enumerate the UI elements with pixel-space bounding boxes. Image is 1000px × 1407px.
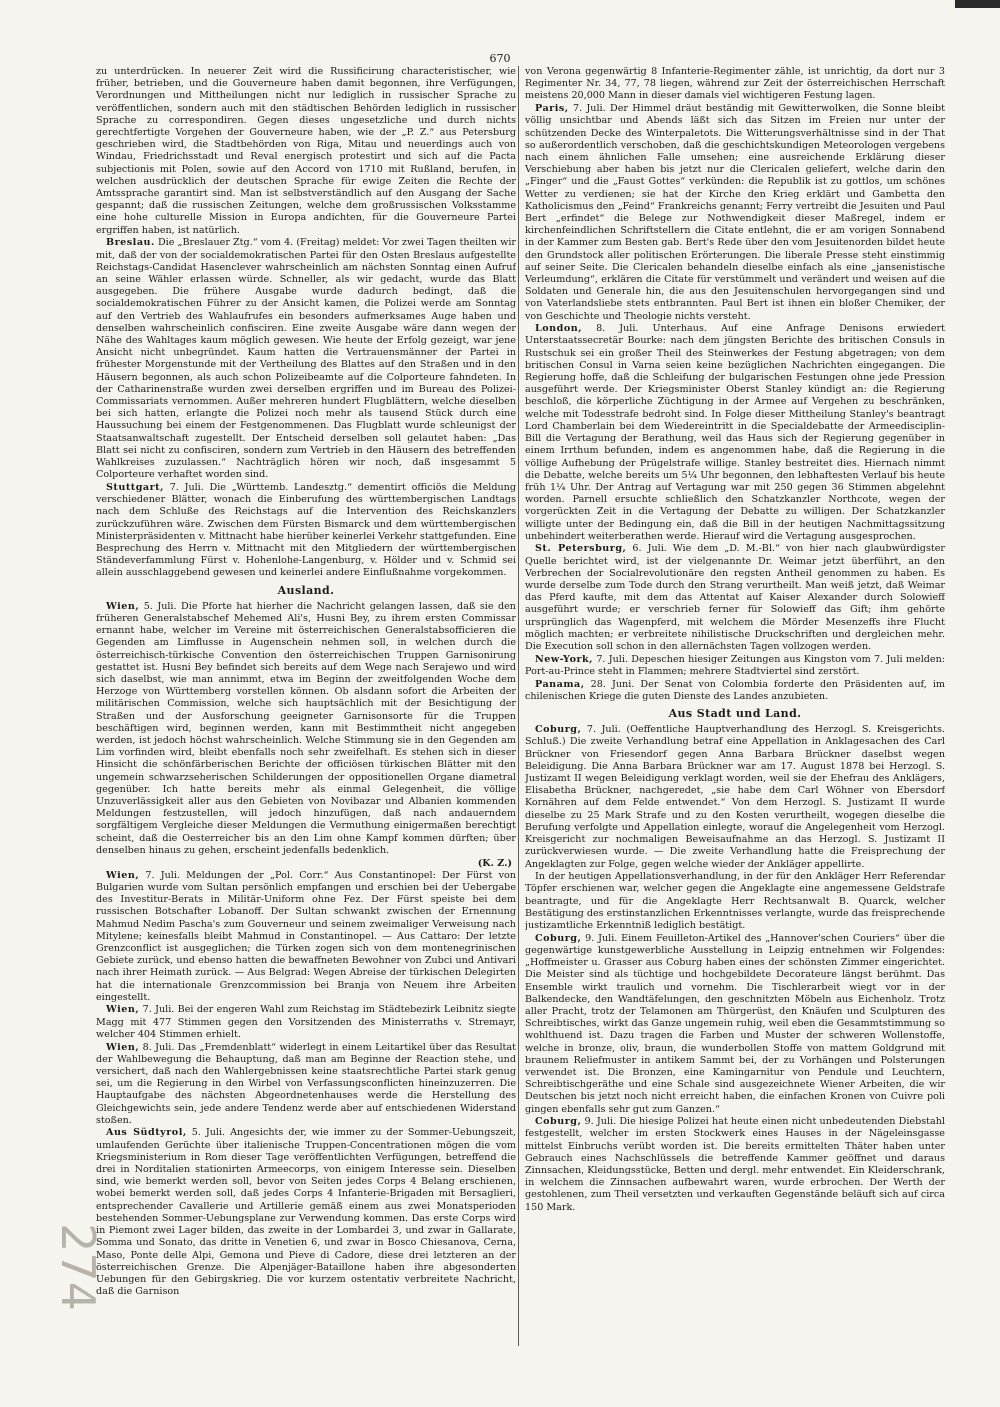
- dateline: Stuttgart,: [106, 481, 164, 493]
- article-coburg-2: [525, 933, 945, 1116]
- article-wien-1: [96, 601, 516, 857]
- article-text: 9. Juli. Die hiesige Polizei hat heute einen nicht unbedeutenden Diebstahl festgestellt, welcher im ersten Stockwerk eines Hauses in der Nägeleinsgasse mittelst Einbruchs verübt worden ist. Die bereits ermittelten Thäter haben unter Gebrauch eines Nachschlüssels die betreffende Kammer geöffnet und daraus Zinnsachen, Kleidungsstücke, Betten und dergl. mehr entwendet. Ein Kleiderschrank, in welchem die Zinnsachen aufbewahrt waren, wurde erbrochen. Der Werth der gestohlenen, zum Theil versetzten und verkauften Gegenstände beläuft sich auf circa 150 Mark.: [525, 1116, 945, 1213]
- article-text: 28. Juni. Der Senat von Colombia forderte den Präsidenten auf, im chilenischen Kriege die guten Dienste des Landes anzubieten.: [525, 678, 945, 702]
- dateline: New-York,: [535, 653, 594, 665]
- article-petersburg: [525, 543, 945, 653]
- dateline: Wien,: [106, 1041, 140, 1053]
- right-column: [525, 66, 945, 1306]
- article-text: 7. Juli. Bei der engeren Wahl zum Reichstag im Städtebezirk Leibnitz siegte Magg mit 477 Stimmen gegen den Vorsitzenden des Ministerraths v. Stremayr, welcher 404 Stimmen erhielt.: [96, 1004, 516, 1040]
- article-text: 7. Juli. Der Himmel dräut beständig mit Gewitterwolken, die Sonne bleibt völlig unsichtbar und Abends läßt sich das Sitzen im Freien nur unter der schützenden Decke des Winterpaletots. Die Witterungsverhältnisse sind in der That so außerordentlich verschoben, daß die geschichtskundigen Meteorologen vergebens nach einem ähnlichen Falle umsehen; eine ausreichende Erklärung dieser Verschiebung aber haben bis jetzt nur die Clericalen geliefert, welche darin den „Finger“ und die „Faust Gottes“ verkünden: die Republik ist zu gottlos, um schönes Wetter zu verdienen; sie hat der Kirche den Krieg erklärt und Gambetta den Katholicismus den „Feind“ Frankreichs genannt; Ferry vertreibt die Jesuiten und Paul Bert „erfindet“ die Belege zur Nothwendigkeit dieser Maßregel, indem er kirchenfeindlichen Schriftstellern die Citate entlehnt, die er am vorigen Sonnabend in der Kammer zum Besten gab. Bert's Rede über den vom Jesuitenorden bildet heute den Grundstock aller politischen Erörterungen. Die liberale Presse steht einstimmig auf seiner Seite. Die Clericalen behandeln dieselbe einfach als eine „jansenistische Verleumdung“, erklären die Citate für verstümmelt und verändert und weisen auf die Soldaten und Generale hin, die aus den Jesuitenschulen hervorgegangen sind und von Vaterlandsliebe stets entbrannten. Paul Bert ist ihnen ein bloßer Chemiker, der von Geschichte und Theologie nichts versteht.: [525, 103, 945, 322]
- article-russification: zu unterdrücken. In neuerer Zeit wird die Russificirung characteristischer, wie früher, betrieben, und die Gouverneure haben damit begonnen, ihre Verfügungen, Verordnungen und Mittheilungen nicht nur lediglich in russischer Sprache zu veröffentlichen, sondern auch mit den städtischen Behörden lediglich in russischer Sprache zu correspondiren. Gegen dieses ungesetzliche und durch nichts gerechtfertigte Vorgehen der Gouverneure haben, wie der „P. Z.“ aus Petersburg geschrieben wird, die Stadtbehörden von Riga, Mitau und neuerdings auch von Windau, Friedrichsstadt und Reval energisch protestirt und sich auf die Pacta subjectionis mit Polen, sowie auf den Accord von 1710 mit Rußland, berufen, in welchen ausdrücklich der deutschen Sprache für ewige Zeiten die Rechte der Amtssprache garantirt sind. Man ist selbstverständlich auf den Ausgang der Sache gespannt; daß die russischen Zeitungen, welche dem großrussischen Volksstamme eine hohe culturelle Mission in Europa andichten, für die Gouverneure Partei ergriffen haben, ist natürlich.: [96, 66, 516, 236]
- article-newyork: [525, 654, 945, 678]
- top-edge-bar: [955, 0, 1000, 8]
- dateline: Wien,: [106, 1004, 140, 1016]
- section-heading-ausland: Ausland.: [277, 583, 335, 597]
- article-coburg-1: [525, 724, 945, 870]
- article-stuttgart: [96, 482, 516, 580]
- article-text: 6. Juli. Wie dem „D. M.-Bl.“ von hier nach glaubwürdigster Quelle berichtet wird, ist der vielgenannte Dr. Weimar jetzt überführt, an den Verbrechen der Socialrevolutionäre den regsten Antheil genommen zu haben. Es wurde derselbe zum Tode durch den Strang verurtheilt. Man weiß jetzt, daß Weimar das Pferd kaufte, mit dem das Attentat auf Kaiser Alexander durch Solowieff ausgeführt wurde; er verschrieb ferner für Solowieff das Gift; ihm gehörte ursprünglich das Wagenpferd, mit welchem die Mörder Mesenzeffs ihre Flucht möglich machten; er verbreitete nihilistische Druckschriften und dergleichen mehr. Die Execution soll schon in den allernächsten Tagen vollzogen werden.: [525, 543, 945, 653]
- article-london: [525, 323, 945, 543]
- source-signature: (K. Z.): [477, 857, 512, 869]
- article-verona-continued: von Verona gegenwärtig 8 Infanterie-Regimenter zähle, ist unrichtig, da dort nur 3 Regimenter Nr. 34, 77, 78 liegen, während zur Zeit der österreichischen Herrschaft meistens 20,000 Mann in dieser damals viel wichtigeren Festung lagen.: [525, 66, 945, 102]
- dateline: Wien,: [106, 869, 140, 881]
- dateline: St. Petersburg,: [535, 543, 627, 555]
- dateline: Coburg,: [535, 724, 582, 736]
- dateline: Wien,: [106, 600, 140, 612]
- article-text: 8. Juli. Das „Fremdenblatt“ widerlegt in einem Leitartikel über das Resultat der Wahlbewegung die Behauptung, daß man am Beginne der Reaction stehe, und versichert, daß nach den Wahlergebnissen keine staatsrechtliche Partei stark genug sei, um die Regierung in den Wirbel von Verfassungsconflicten hineinzuzerren. Die Hauptaufgabe des nächsten Abgeordnetenhauses werde die Herstellung des Gleichgewichts sein, jede andere Tendenz werde aber auf entschiedenen Widerstand stoßen.: [96, 1041, 516, 1126]
- article-panama: [525, 679, 945, 703]
- article-wien-2: [96, 870, 516, 1004]
- article-text: 7. Juli. Depeschen hiesiger Zeitungen aus Kingston vom 7. Juli melden: Port-au-Prince steht in Flammen; mehrere Stadtviertel sind zerstört.: [525, 653, 945, 677]
- article-text: 7. Juli. Meldungen der „Pol. Corr.“ Aus Constantinopel: Der Fürst von Bulgarien wurde vom Sultan persönlich empfangen und erschien bei der Uebergabe des Investitur-Berats in Militär-Uniform ohne Fez. Der Fürst speiste bei dem russischen Botschafter Lobanoff. Der Sultan schwankt zwischen der Ernennung Mahmud Nedim Pascha's zum Gouverneur und seinem zweimaliger Verweisung nach Mitylene; keinesfalls bleibt Mahmud in Constantinopel. — Aus Cattaro: Der letzte Grenzconflict ist ausgeglichen; die Türken zogen sich von dem montenegrinischen Gebiete zurück, und ebenso hatten die bewaffneten Bewohner von Zubci und Antivari nach ihrer Heimath zurück. — Aus Belgrad: Wegen Abreise der türkischen Delegirten hat die internationale Grenzcommission bei Branja von Neuem ihre Arbeiten eingestellt.: [96, 869, 516, 1003]
- dateline: Aus Südtyrol,: [106, 1127, 187, 1139]
- column-divider: [518, 66, 519, 1346]
- article-text: 5. Juli. Die Pforte hat hierher die Nachricht gelangen lassen, daß sie den früheren Generalstabschef Mehemed Ali's, Husni Bey, zu ihrem ersten Commissar ernannt habe, welcher im Vereine mit österreichischen Generalstabsofficieren die Gegenden am Limflusse in Augenschein nehmen soll, in welchen durch die österreichisch-türkische Convention den österreichischen Truppen Garnisonirung gestattet ist. Husni Bey befindet sich bereits auf dem Wege nach Serajewo und wird sich daselbst, wie man annimmt, etwa im Beginn der zweitfolgenden Woche dem Herzoge von Württemberg vorstellen können. Ob alsdann sofort die Arbeiten der militärischen Commission, welche sich hauptsächlich mit der Besichtigung der Straßen und der Ausforschung geeigneter Garnisonsorte für die Truppen beschäftigen wird, beginnen werden, kann mit Bestimmtheit nicht angegeben werden, ist jedoch höchst wahrscheinlich. Welche Stimmung sie in den Gegenden am Lim vorfinden wird, bleibt ebenfalls noch sehr zweifelhaft. Es stehen sich in dieser Hinsicht die schönfärberischen Berichte der officiösen türkischen Blätter mit den ungemein schwarzseherischen Schilderungen der oppositionellen Organe diametral gegenüber. Ich hatte bereits mehr als einmal Gelegenheit, die völlige Unzuverlässigkeit aller aus den Gebieten von Novibazar und Albanien kommenden Meldungen festzustellen, will jedoch hinzufügen, daß nach andauerndem sorgfältigem Vergleiche dieser Meldungen die Vermuthung einigermaßen berechtigt scheint, daß die Oesterreicher bis an den Lim ohne Kampf kommen dürften; über denselben hinaus zu gehen, erscheint jedenfalls bedenklich.: [96, 600, 516, 856]
- article-coburg-3: [525, 1116, 945, 1214]
- article-text: 9. Juli. Einem Feuilleton-Artikel des „Hannover'schen Couriers“ über die gegenwärtige kunstgewerbliche Ausstellung in Leipzig entnehmen wir Folgendes: „Hoffmeister u. Grasser aus Coburg haben eines der schönsten Zimmer eingerichtet. Die Meister sind als tüchtige und hochgebildete Decorateure längst berühmt. Das Ensemble wirkt traulich und vornehm. Die Tischlerarbeit wiegt vor in der Balkendecke, den Wandtäfelungen, den geschnitzten Möbeln aus Eichenholz. Trotz aller Pracht, trotz der Telamonen am Thürgerüst, den Knäufen und Sculpturen des Schreibtisches, wirkt das Ganze ungemein ruhig, weil eben die Gesammtstimmung so wohlthuend ist. Dazu tragen die Farben und Muster der schweren Wollenstoffe, welche in bronze, oliv, braun, die wunderbollen Stoffe von mattem Goldgrund mit braunem Reliefmuster in antikem Sammt bei, der zu Vorhängen und Polsterungen verwendet ist. Die Bronzen, eine Kamingarnitur von Pendule und Leuchtern, Schreibtischgeräthe und eine Schale sind ausgezeichnete Wiener Arbeiten, die wir Deutschen bis jetzt noch nicht erreicht haben, die einfachen Kronen von Cuivre poli gingen ebenfalls sehr gut zum Ganzen.“: [525, 932, 945, 1115]
- article-coburg-1-continued: In der heutigen Appellationsverhandlung, in der für den Ankläger Herr Referendar Töpfer erschienen war, welcher gegen die Angeklagte eine angemessene Geldstrafe beantragte, und für die Angeklagte Herr Rechtsanwalt B. Quarck, welcher Bestätigung des erstinstanzlichen Erkenntnisses verlangte, wurde das freisprechende justizamtliche Erkenntniß lediglich bestätigt.: [525, 871, 945, 932]
- dateline: Panama,: [535, 678, 585, 690]
- article-paris: [525, 103, 945, 323]
- page-number: 670: [489, 52, 511, 65]
- article-text: 8. Juli. Unterhaus. Auf eine Anfrage Denisons erwiedert Unterstaatssecretär Bourke: nach dem jüngsten Berichte des britischen Consuls in Rustschuk sei ein großer Theil des Steinwerkes der Festung abgetragen; von dem britischen Consul in Varna seien keine bezüglichen Nachrichten eingegangen. Die Regierung hoffe, daß die Schleifung der bulgarischen Festungen ohne jede Pression ausgeführt werde. Der Kriegsminister Oberst Stanley kündigt an: die Regierung beschloß, die körperliche Züchtigung in der Armee auf Vergehen zu beschränken, welche mit Todesstrafe bedroht sind. In Folge dieser Mittheilung Stanley's beantragt Lord Chamberlain bei dem Wiedereintritt in die Specialdebatte der Armeedisciplin-Bill die Vertagung der Berathung, weil das Haus sich der Regierung gegenüber in einem Irrthum befunden, indem es angenommen habe, daß die Regierung in die völlige Aufhebung der Prügelstrafe willige. Stanley bestreitet dies. Hiernach nimmt die Debatte, welche bereits um 5¼ Uhr begonnen, den lebhaftesten Verlauf bis heute früh 1¼ Uhr. Der Antrag auf Vertagung war mit 250 gegen 36 Stimmen abgelehnt worden. Parnell ersuchte schließlich den Schatzkanzler Northcote, wegen der vorgerückten Zeit in die Vertagung der Debatte zu willigen. Der Schatzkanzler willigte unter der Bedingung ein, daß die Bill in der heutigen Nachmittagssitzung unbehindert weiterberathen werde. Hierauf wird die Vertagung ausgesprochen.: [525, 323, 945, 542]
- article-wien-3: [96, 1004, 516, 1041]
- article-text: 7. Juli. (Oeffentliche Hauptverhandlung des Herzogl. S. Kreisgerichts. Schluß.) Die zweite Verhandlung betraf eine Appellation in Anklagesachen des Carl Brückner von Friesendorf gegen Anna Barbara Brückner daselbst wegen Beleidigung. Die Anna Barbara Brückner war am 17. August 1878 bei Herzogl. S. Justizamt II wegen Beleidigung verklagt worden, weil sie der Ehefrau des Anklägers, Elisabetha Brückner, nachgeredet, „sie habe dem Carl Wöhner von Ebersdorf Kornähren auf dem Felde entwendet.“ Von dem Herzogl. S. Justizamt II wurde dieselbe zu 25 Mark Strafe und zu den Kosten verurtheilt, wogegen dieselbe die Berufung verfolgte und Appellation einlegte, worauf die Angelegenheit vom Herzogl. Kreisgericht zur nochmaligen Beweisaufnahme an das Herzogl. S. Justizamt II zurückverwiesen wurde. — Die zweite Verhandlung hatte die Freisprechung der Angeklagten zur Folge, gegen welche wieder der Ankläger appellirte.: [525, 724, 945, 870]
- dateline: Breslau.: [106, 237, 155, 249]
- article-text: Die „Breslauer Ztg.“ vom 4. (Freitag) meldet: Vor zwei Tagen theilten wir mit, daß der von der socialdemokratischen Partei für den Osten Breslaus aufgestellte Reichstags-Candidat Hasenclever wahrscheinlich am nächsten Sonntag einen Aufruf an seine Wähler erlassen würde. Schneller, als wir gedacht, wurde das Blatt ausgegeben. Die frühere Ausgabe wurde dadurch bedingt, daß die socialdemokratischen Führer zu der Ansicht kamen, die Polizei werde am Sonntag auf den Vertrieb des Wahlaufrufes ein besonders aufmerksames Auge haben und denselben wahrscheinlich confisciren. Eine zweite Ausgabe wäre dann wegen der Nähe des Wahltages kaum möglich gewesen. Wie heute der Erfolg gezeigt, war jene Ansicht nicht unbegründet. Kaum hatten die Vertrauensmänner der Partei in frühester Morgenstunde mit der Vertheilung des Blattes auf den Straßen und in den Häusern begonnen, als auch schon Polizeibeamte auf die Colporteure fahndeten. In der Catharinenstraße wurden zwei derselben ergriffen und im Bureau des Polizei-Commissariats vernommen. Außer mehreren hundert Flugblättern, welche dieselben bei sich hatten, erlangte die Polizei noch mehr als tausend Stück durch eine Haussuchung bei einem der Festgenommenen. Das Flugblatt wurde schleunigst der Staatsanwaltschaft zugestellt. Der Entscheid derselben soll gelautet haben: „Das Blatt sei nicht zu confisciren, sondern zum Vertrieb in den Häusern des betreffenden Wahlkreises zuzulassen.“ Nachträglich hören wir noch, daß insgesammt 5 Colporteure verhaftet worden sind.: [96, 237, 516, 481]
- article-wien-4: [96, 1042, 516, 1127]
- left-column: [96, 66, 516, 1351]
- article-suedtyrol: [96, 1127, 516, 1298]
- article-text: 5. Juli. Angesichts der, wie immer zu der Sommer-Uebungszeit, umlaufenden Gerüchte über italienische Truppen-Concentrationen mögen die vom Kriegsministerium in Rom dieser Tage veröffentlichten Verfügungen, betreffend die drei in Norditalien stationirten Armeecorps, von einigem Interesse sein. Dieselben sind, wie bemerkt werden soll, bevor von Seiten jedes Corps 4 Belang erschienen, wobei bemerkt werden soll, daß jedes Corps 4 Infanterie-Brigaden mit Bersaglieri, entsprechender Cavallerie und Artillerie gemäß einem aus zwei Monatsperioden bestehenden Sommer-Uebungsplane zur Verwendung kommen. Das erste Corps wird in Piemont zwei Lager bilden, das zweite in der Lombardei 3, und zwar in Gallarate, Somma und Sonato, das dritte in Venetien 6, und zwar in Bosco Chiesanova, Cerna, Maso, Ponte delle Alpi, Gemona und Pieve di Cadore, diese drei letzteren an der österreichischen Grenze. Die Alpenjäger-Bataillone haben ihre abgesonderten Uebungen für den Gebirgskrieg. Die vor kurzem ostentativ verbreitete Nachricht, daß die Garnison: [96, 1127, 516, 1298]
- margin-note: 274: [50, 1223, 105, 1311]
- dateline: Coburg,: [535, 1116, 582, 1128]
- dateline: Coburg,: [535, 932, 582, 944]
- article-text: 7. Juli. Die „Württemb. Landesztg.“ dementirt officiös die Meldung verschiedener Blätter, wonach die Einberufung des württembergischen Landtags nach dem Schluße des Reichstags auf die Intervention des Reichskanzlers zurückzuführen wäre. Zwischen dem Fürsten Bismarck und dem württembergischen Ministerpräsidenten v. Mittnacht habe hierüber keinerlei Verkehr stattgefunden. Eine Besprechung des Herrn v. Mittnacht mit den Mitgliedern der württembergischen Ständeverfammlung Fürst v. Hohenlohe-Langenburg, v. Hölder und v. Schmid sei allein ausschlaggebend gewesen und keinerlei andere Einflußnahme vorgekommen.: [96, 481, 516, 579]
- dateline: Paris,: [535, 103, 569, 115]
- article-breslau: [96, 237, 516, 481]
- section-heading-stadt-und-land: Aus Stadt und Land.: [668, 707, 802, 721]
- dateline: London,: [535, 323, 583, 335]
